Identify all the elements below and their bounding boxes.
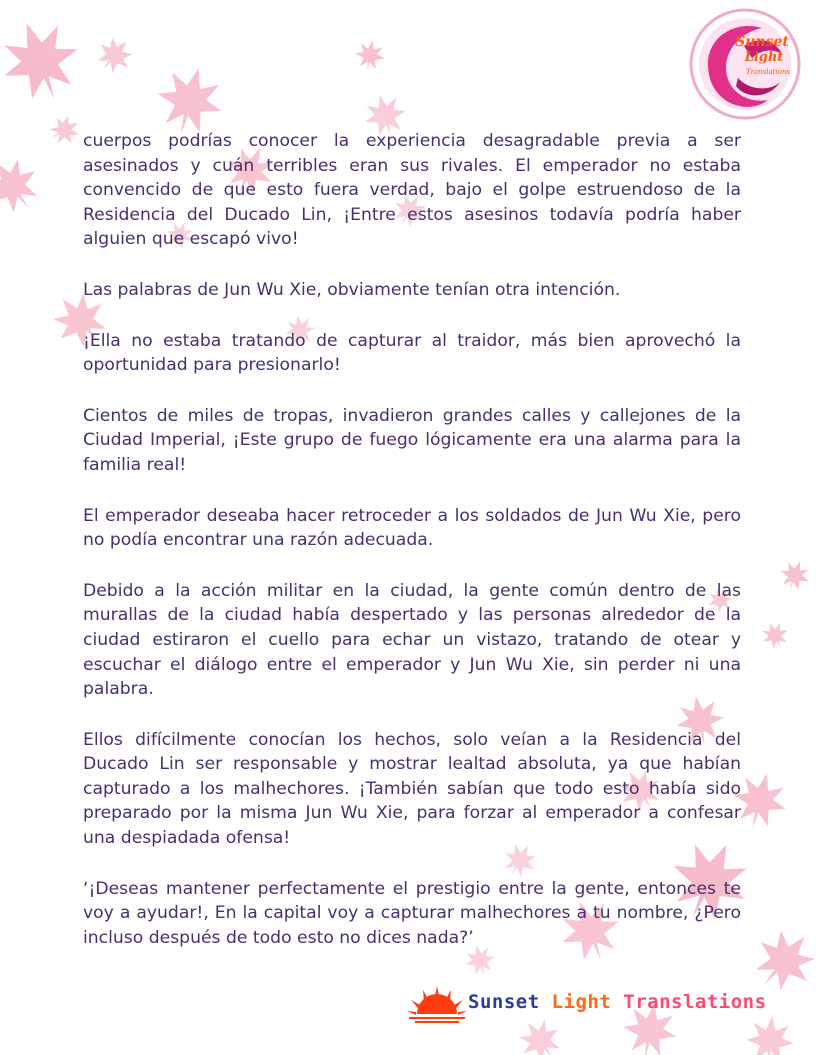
paragraph: cuerpos podrías conocer la experiencia desagradable previa a ser asesinados y cuán terribles eran sus rivales. El emperador no estaba convencido de que esto fuera verdad, bajo el golpe estruendoso de la Residencia del Ducado Lin, ¡Entre estos asesinos todavía podría haber alguien que escapó vivo! (83, 131, 741, 250)
paragraph: Las palabras de Jun Wu Xie, obviamente tenían otra intención. (83, 279, 621, 300)
paragraph: Cientos de miles de tropas, invadieron grandes calles y callejones de la Ciudad Imperial, ¡Este grupo de fuego lógicamente era una alarma para la familia real! (83, 405, 741, 475)
logo-line-2: Light (744, 50, 784, 65)
footer-word-1: Sunset (468, 991, 540, 1013)
logo-line-3: Translations (745, 68, 791, 76)
footer-word-3: Translations (623, 991, 767, 1013)
paragraph: ¡Ella no estaba tratando de capturar al traidor, más bien aprovechó la oportunidad para presionarlo! (83, 330, 741, 376)
paragraph: Ellos difícilmente conocían los hechos, solo veían a la Residencia del Ducado Lin ser responsable y mostrar lealtad absoluta, ya que habían capturado a los malhechores. ¡También sabían que todo esto había sido preparado por la misma Jun Wu Xie, para forzar al emperador a confesar una despiadada ofensa! (83, 729, 741, 849)
paragraph: Debido a la acción militar en la ciudad, la gente común dentro de las murallas de la ciudad había despertado y las personas alrededor de la ciudad estiraron el cuello para echar un vistazo, tratando de otear y escuchar el diálogo entre el emperador y Jun Wu Xie, sin perder ni una palabra. (83, 580, 741, 700)
paragraph: El emperador deseaba hacer retroceder a los soldados de Jun Wu Xie, pero no podía encontrar una razón adecuada. (83, 505, 741, 551)
logo-line-1: Sunset (735, 34, 789, 50)
chapter-text (83, 129, 741, 976)
footer-word-2: Light (551, 991, 612, 1013)
sunset-light-logo (686, 6, 804, 122)
footer-brand (468, 991, 767, 1013)
paragraph: ‘¡Deseas mantener perfectamente el prestigio entre la gente, entonces te voy a ayudar!, En la capital voy a capturar malhechores a tu nombre, ¿Pero incluso después de todo esto no dices nada?’ (83, 878, 741, 948)
